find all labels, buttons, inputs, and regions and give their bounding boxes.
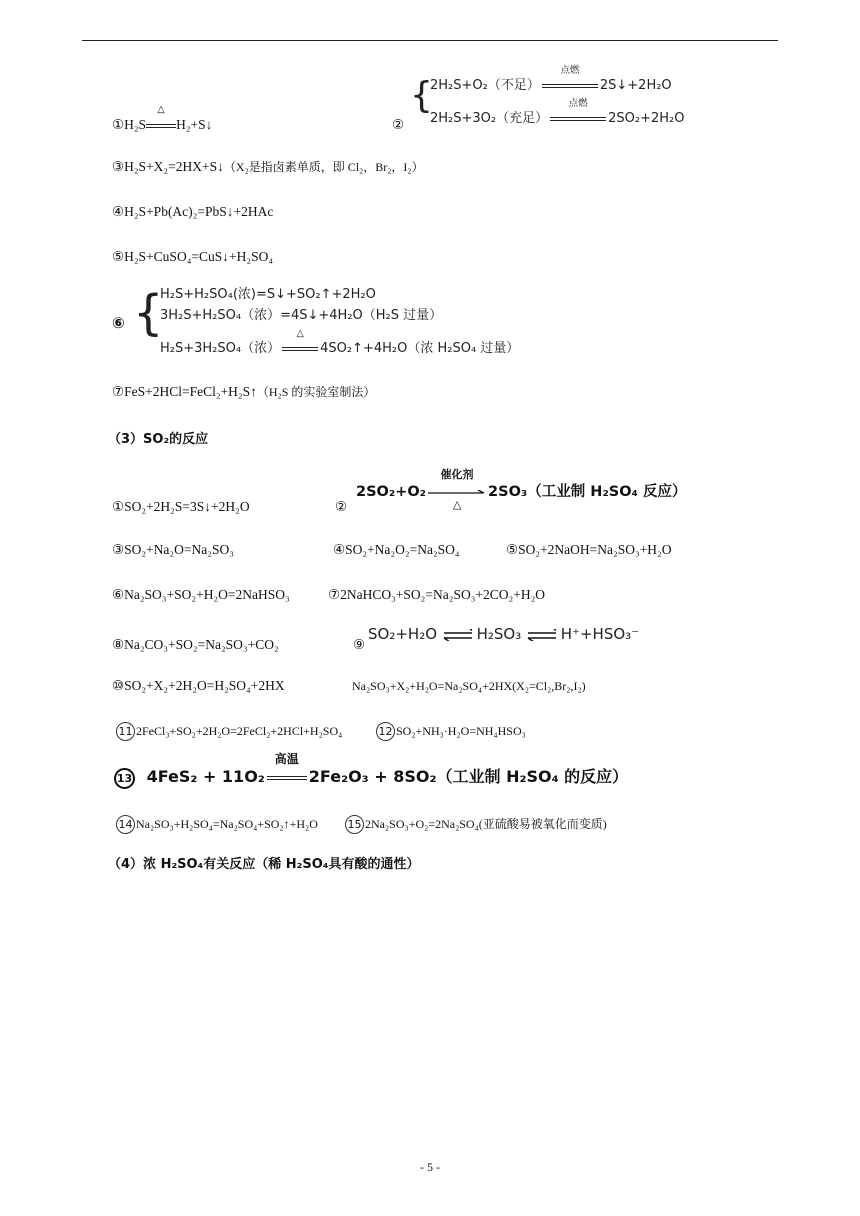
reaction-so2-4: ④SO₂+Na₂O₂=Na₂SO₄ [333, 542, 460, 557]
reaction-h2s-1 [112, 105, 213, 134]
reaction-rhs: 2Fe₂O₃ + 8SO₂（工业制 H₂SO₄ 的反应） [308, 767, 629, 786]
reaction-h2s-6a: H₂S+H₂SO₄(浓)=S↓+SO₂↑+2H₂O [160, 287, 376, 302]
condition-label: △ [296, 328, 304, 339]
reaction-so2-1: ①SO₂+2H₂S=3S↓+2H₂O [112, 499, 250, 514]
header-rule [82, 40, 778, 41]
reaction-rhs: 2S↓+2H₂O [599, 78, 672, 93]
circled-number-marker: 12 [376, 722, 395, 741]
condition-label: 点燃 [560, 65, 580, 76]
reaction-note: （H₂S 的实验室制法） [256, 385, 376, 399]
reaction-h2s-7 [112, 383, 375, 401]
equilibrium-arrows-icon [526, 629, 556, 641]
reaction-so2-8: ⑧Na₂CO₃+SO₂=Na₂SO₃+CO₂ [112, 637, 279, 652]
circled-number-marker: 11 [116, 722, 135, 741]
reaction-so2-13 [114, 752, 629, 789]
reaction-lhs: 2H₂S+3O₂（充足） [430, 111, 549, 126]
reaction-h2s-2b [430, 98, 685, 128]
arrow-right-icon [428, 490, 486, 496]
reaction-so2-14 [116, 815, 318, 834]
reaction-lhs: 2H₂S+O₂（不足） [430, 78, 540, 93]
circled-number-marker: 15 [345, 815, 364, 834]
reaction-h2s-6c [160, 328, 520, 358]
condition-arrow [542, 65, 598, 95]
reaction-rhs: H₂+S↓ [176, 117, 213, 132]
circled-number-marker: 13 [114, 768, 135, 789]
reaction-so2-6: ⑥Na₂SO₃+SO₂+H₂O=2NaHSO₃ [112, 587, 290, 602]
reaction-h2s-6b: 3H₂S+H₂SO₄（浓）=4S↓+4H₂O（H₂S 过量） [160, 308, 443, 323]
reaction-so2-2 [356, 468, 687, 511]
condition-arrow [267, 752, 307, 788]
reaction-species: H₂SO₃ [476, 625, 522, 643]
reaction-marker-9: ⑨ [353, 637, 366, 652]
condition-arrow [282, 328, 318, 358]
equilibrium-arrows-icon [442, 629, 472, 641]
reaction-rhs: 2SO₂+2H₂O [608, 111, 685, 126]
condition-arrow [428, 468, 486, 511]
reaction-equation: Na₂SO₃+H₂SO₄=Na₂SO₄+SO₂↑+H₂O [136, 817, 318, 831]
page-number: - 5 - [420, 1160, 440, 1174]
reaction-species: SO₂+H₂O [368, 625, 438, 643]
reaction-so2-12 [376, 722, 526, 741]
reaction-lhs: 4FeS₂ + 11O₂ [146, 767, 265, 786]
condition-arrow [146, 105, 176, 134]
reaction-equation: SO₂+NH₃·H₂O=NH₄HSO₃ [396, 724, 526, 738]
brace-icon: { [410, 75, 433, 116]
reaction-so2-15 [345, 815, 607, 834]
reaction-so2-5: ⑤SO₂+2NaOH=Na₂SO₃+H₂O [506, 542, 672, 557]
reaction-so2-10: ⑩SO₂+X₂+2H₂O=H₂SO₄+2HX [112, 678, 285, 693]
reaction-h2s-2a [430, 65, 672, 95]
condition-label-top: 催化剂 [440, 468, 474, 481]
reaction-lhs: H₂S+3H₂SO₄（浓） [160, 341, 281, 356]
condition-label: 高温 [274, 752, 299, 766]
reaction-h2s-5: ⑤H₂S+CuSO₄=CuS↓+H₂SO₄ [112, 249, 274, 264]
reaction-so2-9 [368, 625, 639, 643]
reaction-so2-7: ⑦2NaHCO₃+SO₂=Na₂SO₃+2CO₂+H₂O [328, 587, 546, 602]
reaction-rhs: 4SO₂↑+4H₂O（浓 H₂SO₄ 过量） [320, 341, 520, 356]
brace-icon: { [133, 285, 164, 341]
reaction-so2-3: ③SO₂+Na₂O=Na₂SO₃ [112, 542, 234, 557]
condition-label: △ [157, 105, 165, 115]
reaction-marker-6: ⑥ [112, 314, 125, 332]
reaction-marker-2: ② [335, 499, 348, 514]
reaction-lhs: 2SO₂+O₂ [356, 484, 427, 500]
condition-label: 点燃 [568, 98, 588, 109]
reaction-equation: ③H₂S+X₂=2HX+S↓ [112, 159, 224, 174]
reaction-rhs: 2SO₃（工业制 H₂SO₄ 反应） [488, 484, 687, 500]
reaction-lhs: ①H₂S [112, 117, 147, 132]
reaction-h2s-4: ④H₂S+Pb(Ac)₂=PbS↓+2HAc [112, 204, 274, 219]
circled-number-marker: 14 [116, 815, 135, 834]
reaction-equation: 2FeCl₃+SO₂+2H₂O=2FeCl₂+2HCl+H₂SO₄ [136, 724, 343, 738]
reaction-h2s-3 [112, 158, 424, 176]
reaction-marker-2: ② [392, 117, 405, 132]
section-heading-so2: （3）SO₂的反应 [108, 432, 209, 447]
section-heading-h2so4: （4）浓 H₂SO₄有关反应（稀 H₂SO₄具有酸的通性） [108, 857, 420, 872]
reaction-species: H⁺+HSO₃⁻ [560, 625, 640, 643]
reaction-equation: 2Na₂SO₃+O₂=2Na₂SO₄(亚硫酸易被氧化而变质) [365, 817, 607, 831]
reaction-so2-11 [116, 722, 342, 741]
reaction-equation: ⑦FeS+2HCl=FeCl₂+H₂S↑ [112, 384, 257, 399]
condition-label-bottom: △ [452, 498, 462, 511]
condition-arrow [550, 98, 606, 128]
reaction-note: （X₂是指卤素单质，即 Cl₂，Br₂，I₂） [223, 160, 424, 174]
reaction-so2-10-extra: Na₂SO₃+X₂+H₂O=Na₂SO₄+2HX(X₂=Cl₂,Br₂,I₂) [352, 679, 586, 693]
